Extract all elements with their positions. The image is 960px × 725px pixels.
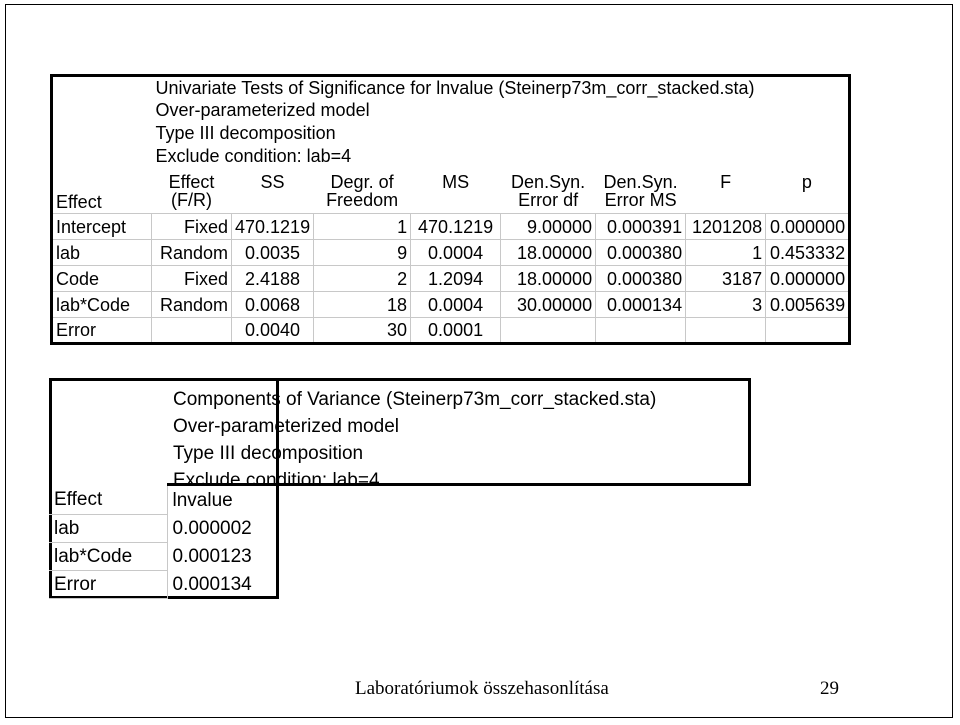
header-den-ms-sub: Error MS xyxy=(596,191,686,214)
header-effect-fr: Effect xyxy=(168,171,215,192)
variance-title-line: Type III decomposition xyxy=(173,443,364,464)
variance-row-effect: lab*Code xyxy=(49,542,167,570)
header-den-ms: Den.Syn. xyxy=(603,171,678,192)
variance-title xyxy=(167,378,751,491)
row-den-ms: 0.000391 xyxy=(596,214,686,240)
row-effect: lab*Code xyxy=(52,292,152,318)
row-ss: 0.0035 xyxy=(232,240,314,266)
row-type: Random xyxy=(152,292,232,318)
header-effect: Effect xyxy=(52,191,152,214)
header-p: p xyxy=(801,171,812,192)
header-dof-sub: Freedom xyxy=(314,191,411,214)
anova-title-line: Exclude condition: lab=4 xyxy=(155,146,352,166)
table-row xyxy=(52,240,850,266)
row-type: Fixed xyxy=(152,214,232,240)
variance-row-effect: lab xyxy=(49,514,167,542)
row-type xyxy=(152,318,232,344)
header-ms: MS xyxy=(442,171,470,192)
header-effect-fr-sub: (F/R) xyxy=(152,191,232,214)
table-row xyxy=(49,570,279,598)
variance-table xyxy=(49,486,279,599)
row-f: 3187 xyxy=(686,266,766,292)
row-effect: Error xyxy=(52,318,152,344)
row-den-df: 30.00000 xyxy=(501,292,596,318)
row-type: Random xyxy=(152,240,232,266)
row-effect: Intercept xyxy=(52,214,152,240)
row-f: 1201208 xyxy=(686,214,766,240)
variance-row-value: 0.000002 xyxy=(172,517,252,539)
header-den-df: Den.Syn. xyxy=(511,171,586,192)
row-ss: 0.0040 xyxy=(232,318,314,344)
variance-header-effect: Effect xyxy=(49,486,167,514)
row-ms: 0.0004 xyxy=(411,292,501,318)
row-ss: 0.0068 xyxy=(232,292,314,318)
row-p xyxy=(766,318,850,344)
anova-table xyxy=(50,74,851,345)
row-type: Fixed xyxy=(152,266,232,292)
table-row xyxy=(52,318,850,344)
row-den-df: 9.00000 xyxy=(501,214,596,240)
variance-header-value: lnvalue xyxy=(172,489,233,511)
variance-title-line: Over-parameterized model xyxy=(173,416,399,437)
anova-title-line: Univariate Tests of Significance for lnvalue (Steinerp73m_corr_stacked.sta) xyxy=(155,77,755,98)
row-ss: 470.1219 xyxy=(232,214,314,240)
variance-row-value: 0.000134 xyxy=(172,573,252,595)
row-effect: Code xyxy=(52,266,152,292)
row-ms: 1.2094 xyxy=(411,266,501,292)
footer-title: Laboratóriumok összehasonlítása xyxy=(355,678,609,699)
row-ss: 2.4188 xyxy=(232,266,314,292)
page-number: 29 xyxy=(820,678,839,699)
row-df: 2 xyxy=(314,266,411,292)
row-ms: 0.0004 xyxy=(411,240,501,266)
table-row xyxy=(49,542,279,570)
row-den-df: 18.00000 xyxy=(501,240,596,266)
header-den-df-sub: Error df xyxy=(501,191,596,214)
row-df: 1 xyxy=(314,214,411,240)
variance-title-line: Exclude condition: lab=4 xyxy=(173,470,380,491)
page-footer xyxy=(0,678,960,702)
row-df: 18 xyxy=(314,292,411,318)
row-df: 30 xyxy=(314,318,411,344)
row-df: 9 xyxy=(314,240,411,266)
row-f xyxy=(686,318,766,344)
table-row xyxy=(52,266,850,292)
row-p: 0.000000 xyxy=(766,214,850,240)
header-ss: SS xyxy=(260,171,285,192)
row-den-ms xyxy=(596,318,686,344)
anova-corner xyxy=(52,76,152,99)
row-ms: 470.1219 xyxy=(411,214,501,240)
anova-title-line: Over-parameterized model xyxy=(155,100,370,120)
variance-title-line: Components of Variance (Steinerp73m_corr_stacked.sta) xyxy=(173,389,657,410)
row-effect: lab xyxy=(52,240,152,266)
table-row xyxy=(52,214,850,240)
row-p: 0.005639 xyxy=(766,292,850,318)
row-den-ms: 0.000380 xyxy=(596,266,686,292)
table-row xyxy=(52,292,850,318)
row-ms: 0.0001 xyxy=(411,318,501,344)
header-f: F xyxy=(720,171,732,192)
row-f: 1 xyxy=(686,240,766,266)
row-p: 0.453332 xyxy=(766,240,850,266)
variance-row-effect: Error xyxy=(49,570,167,598)
row-f: 3 xyxy=(686,292,766,318)
row-den-df xyxy=(501,318,596,344)
table-header-row xyxy=(49,486,279,514)
table-row xyxy=(49,514,279,542)
variance-row-value: 0.000123 xyxy=(172,545,252,567)
row-den-ms: 0.000134 xyxy=(596,292,686,318)
row-den-ms: 0.000380 xyxy=(596,240,686,266)
row-den-df: 18.00000 xyxy=(501,266,596,292)
header-dof: Degr. of xyxy=(330,171,394,192)
anova-title-line: Type III decomposition xyxy=(155,123,336,143)
row-p: 0.000000 xyxy=(766,266,850,292)
